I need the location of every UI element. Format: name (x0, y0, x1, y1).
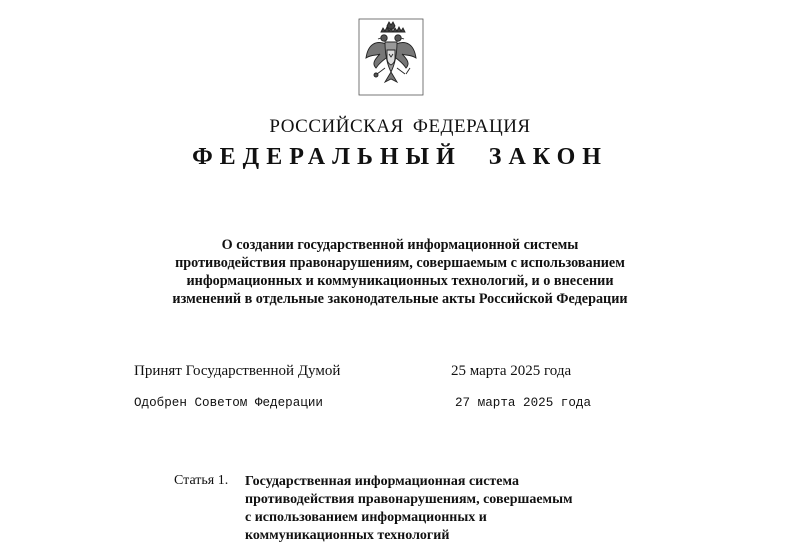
article-number: Статья 1. (174, 473, 229, 488)
law-title-line: противодействия правонарушениям, совершаемым с использованием (175, 255, 625, 271)
article-title-line: коммуникационных технологий (245, 528, 450, 543)
article-title-line: противодействия правонарушениям, совершаемым (245, 492, 573, 507)
law-title (120, 236, 680, 308)
country-heading: РОССИЙСКАЯ ФЕДЕРАЦИЯ (269, 116, 531, 137)
duma-adoption-label: Принят Государственной Думой (134, 363, 341, 379)
duma-adoption-date: 25 марта 2025 года (451, 363, 572, 379)
law-title-line: информационных и коммуникационных технологий, и о внесении (186, 273, 614, 289)
council-approval-label: Одобрен Советом Федерации (134, 396, 323, 410)
law-title-line: О создании государственной информационной системы (221, 237, 579, 253)
article-title-line: Государственная информационная система (245, 474, 519, 489)
article-title (245, 473, 645, 545)
article-title-line: с использованием информационных и (245, 510, 487, 525)
law-title-line: изменений в отдельные законодательные акты Российской Федерации (172, 291, 628, 307)
russian-coat-of-arms-icon (358, 18, 424, 96)
document-type-heading: ФЕДЕРАЛЬНЫЙ ЗАКОН (192, 144, 608, 170)
council-approval-date: 27 марта 2025 года (455, 396, 592, 410)
